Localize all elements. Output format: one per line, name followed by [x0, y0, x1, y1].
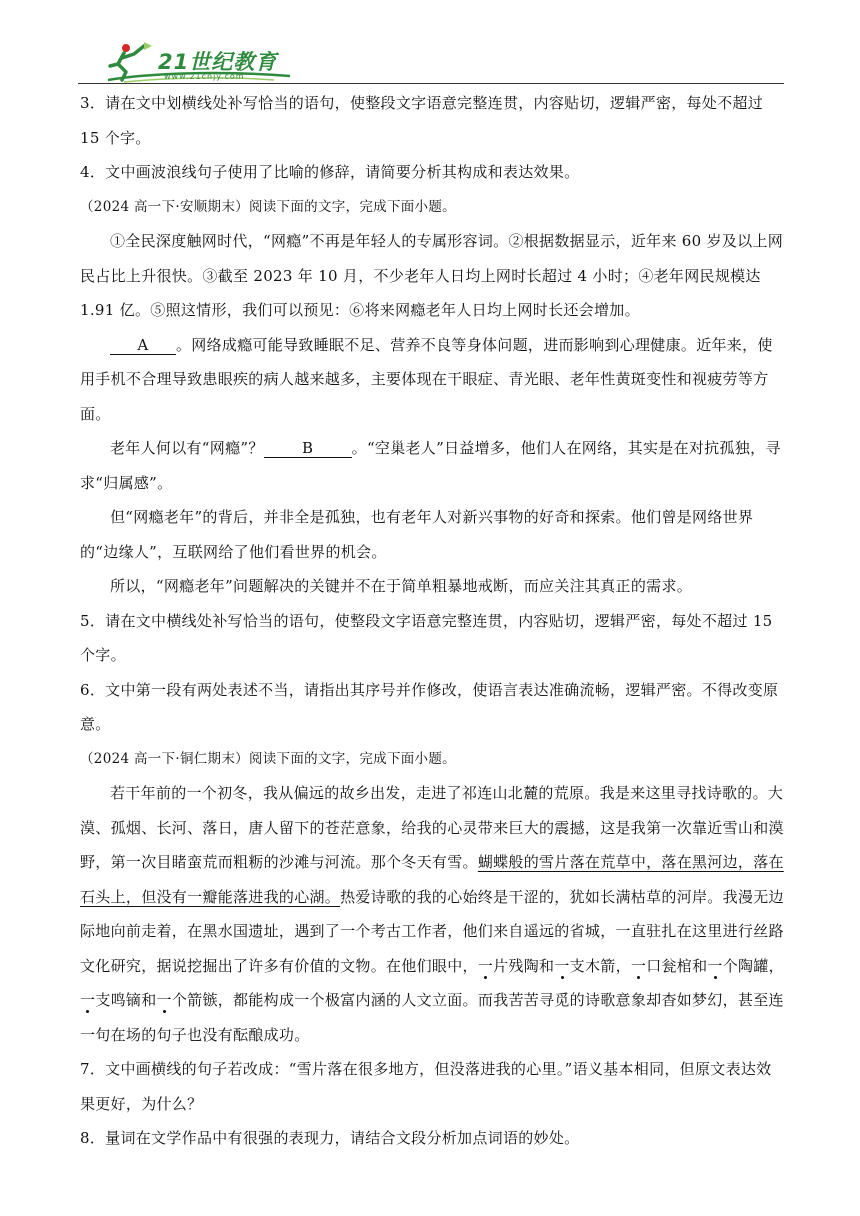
logo-text: 21世纪教育: [158, 50, 278, 74]
document-body: [80, 86, 784, 1156]
passage-3-text-7: 鸣镝和: [110, 991, 157, 1009]
passage-2-paragraph-2: [80, 328, 784, 432]
paragraph-2-text: 。网络成瘾可能导致睡眠不足、营养不良等身体问题，进而影响到心理健康。近年来，使用手机不合理导致患眼疾的病人越来越多，主要体现在干眼症、青光眼、老年性黄斑变性和视疲劳等方面。: [80, 335, 773, 423]
passage-2-paragraph-1: ①全民深度触网时代，“网瘾”不再是年轻人的专属形容词。②根据数据显示，近年来 60 岁及以上网民占比上升很快。③截至 2023 年 10 月，不少老年人日均上网时长超过 4 小时；④老年网民规模达 1.91 亿。⑤照这情形，我们可以预见：⑥将来网瘾老年人日均上网时长还会增加。: [80, 232, 784, 319]
passage-3-text-2: 热爱诗歌的我的心始终是干涩的，犹如长满枯草的河岸。我漫无边际地向前走着，在黑水国遗址，遇到了一个考古工作者，他们来自遥远的省城，一直驻扎在这里进行丝路文化研究，据说挖掘出了许多有价值的文物。在他们眼中，: [80, 887, 784, 975]
blank-b: B: [264, 439, 352, 458]
question-4: 4．文中画波浪线句子使用了比喻的修辞，请简要分析其构成和表达效果。: [80, 163, 580, 181]
dotted-measure-char: 一: [630, 956, 647, 975]
question-6: 6．文中第一段有两处表述不当，请指出其序号并作修改，使语言表达准确流畅，逻辑严密。不得改变原意。: [80, 680, 779, 733]
header-divider: [78, 83, 784, 84]
dotted-measure-char: 一: [554, 956, 570, 975]
passage-3-text-8: 箭镞，都能构成一个极富内涵的人文立面。而我苦苦寻觅的诗歌意象却杳如梦幻，甚至连一句在场的句子也没有酝酿成功。: [80, 991, 784, 1044]
measure-word: 口: [646, 956, 662, 975]
passage-3-text-6: 陶罐，: [738, 956, 784, 975]
page-header: [78, 36, 784, 86]
measure-word: 支: [569, 956, 585, 975]
dotted-measure-char: 一: [80, 991, 96, 1009]
dotted-measure-char: 一: [477, 956, 494, 975]
question-8: 8．量词在文学作品中有很强的表现力，请结合文段分析加点词语的妙处。: [80, 1129, 580, 1147]
passage-3-text-1: 若干年前的一个初冬，我从偏远的故乡出发，走进了祁连山北麓的荒原。我是来这里寻找诗歌的。大漠、孤烟、长河、落日，唐人留下的苍茫意象，给我的心灵带来巨大的震撼，这是我第一次靠近雪山和漠野，第一次目睹蛮荒而粗粝的沙滩与河流。那个冬天有雪。: [80, 784, 784, 871]
question-7: 7．文中画横线的句子若改成：“雪片落在很多地方，但没落进我的心里。”语义基本相同，但原文表达效果更好，为什么？: [80, 1060, 772, 1113]
passage-2-paragraph-3: [80, 431, 784, 500]
underlined-sentence: 蝴蝶般的雪片落在荒草中，落在黑河边，落在石头上，但没有一瓣能落进我的心湖。: [80, 853, 784, 906]
measure-word: 片: [493, 956, 509, 975]
passage-3-text-4: 木箭，: [584, 956, 631, 975]
passage-3-text-3: 残陶和: [508, 956, 555, 975]
passage-3-source: （2024 高一下·铜仁期末）阅读下面的文字，完成下面小题。: [80, 750, 456, 767]
question-5: 5．请在文中横线处补写恰当的语句，使整段文字语意完整连贯，内容贴切，逻辑严密，每处不超过 15 个字。: [80, 611, 773, 664]
measure-word: 支: [95, 991, 111, 1009]
dotted-measure-char: 一: [156, 991, 172, 1009]
passage-2-paragraph-5: 所以，“网瘾老年”问题解决的关键并不在于简单粗暴地戒断，而应关注其真正的需求。: [110, 577, 693, 595]
passage-3-paragraph: [80, 776, 784, 1052]
blank-a: A: [110, 336, 176, 355]
passage-2-source: （2024 高一下·安顺期末）阅读下面的文字，完成下面小题。: [80, 198, 456, 215]
measure-word: 个: [722, 956, 739, 975]
passage-2-paragraph-4: 但“网瘾老年”的背后，并非全是孤独，也有老年人对新兴事物的好奇和探索。他们曾是网络世界的“边缘人”，互联网给了他们看世界的机会。: [80, 508, 754, 561]
logo-url: www.21cnjy.com: [164, 72, 245, 81]
measure-word: 个: [171, 991, 188, 1009]
paragraph-3-lead: 老年人何以有“网瘾”？: [110, 439, 264, 457]
passage-3-text-5: 瓮棺和: [661, 956, 708, 975]
paragraph-3-text: 。“空巢老人”日益增多，他们人在网络，其实是在对抗孤独，寻求“归属感”。: [80, 439, 781, 492]
question-3: 3．请在文中划横线处补写恰当的语句，使整段文字语意完整连贯，内容贴切，逻辑严密，每处不超过 15 个字。: [80, 94, 764, 147]
dotted-measure-char: 一: [707, 956, 723, 975]
